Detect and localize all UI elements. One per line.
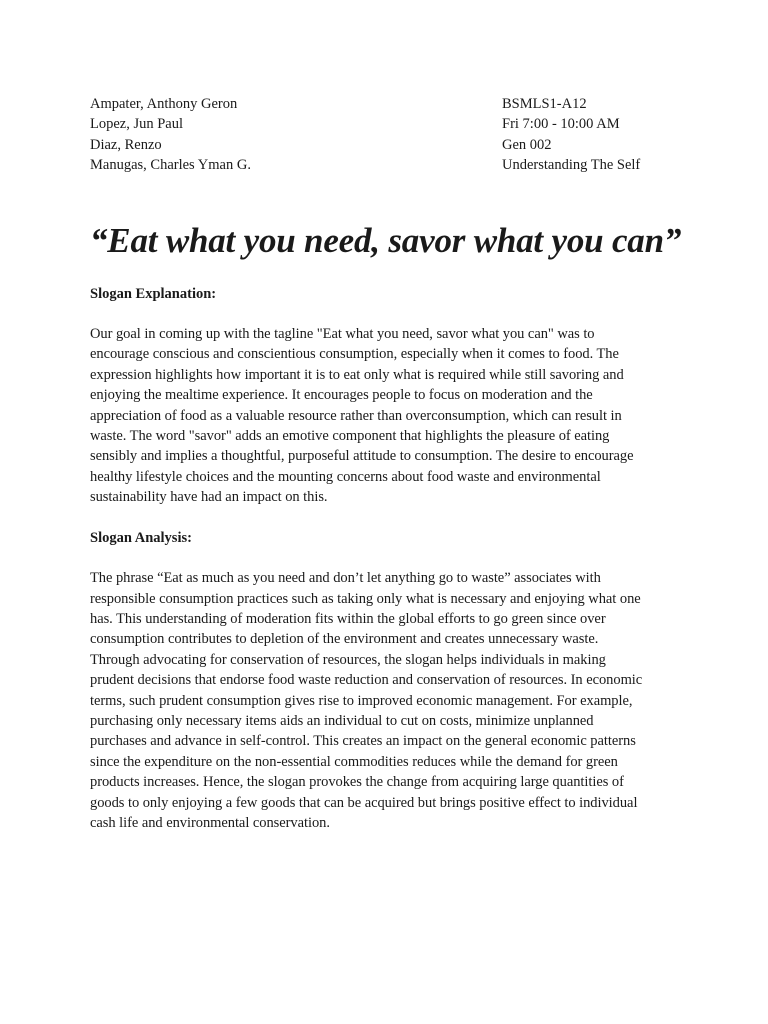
paragraph-line: expression highlights how important it is to eat only what is required while still savoring and — [90, 366, 624, 383]
explanation-paragraph — [90, 324, 680, 508]
paragraph-line: healthy lifestyle choices and the mounting concerns about food waste and environmental — [90, 468, 601, 485]
slogan-title: “Eat what you need, savor what you can” — [90, 220, 682, 260]
paragraph-line: enjoying the mealtime experience. It encourages people to focus on moderation and the — [90, 387, 593, 404]
paragraph-line: appreciation of food as a valuable resource rather than overconsumption, which can result in — [90, 407, 622, 424]
paragraph-line: Through advocating for conservation of resources, the slogan helps individuals in making — [90, 651, 606, 668]
document-page — [90, 94, 680, 833]
paragraph-line: since the expenditure on the non-essential commodities reduces while the demand for green — [90, 753, 618, 770]
author-name: Lopez, Jun Paul — [90, 116, 184, 133]
paragraph-line: The phrase “Eat as much as you need and don’t let anything go to waste” associates with — [90, 570, 601, 587]
paragraph-line: goods to only enjoying a few goods that can be acquired but brings positive effect to individual — [90, 794, 638, 811]
paragraph-line: terms, such prudent consumption gives rise to improved economic management. For example, — [90, 692, 633, 709]
paragraph-line: purchases and advance in self-control. This creates an impact on the general economic patterns — [90, 733, 636, 750]
course-schedule: Fri 7:00 - 10:00 AM — [502, 116, 620, 133]
author-name: Ampater, Anthony Geron — [90, 96, 238, 112]
course-info — [502, 94, 680, 176]
paragraph-line: sensibly and implies a thoughtful, purposeful attitude to consumption. The desire to encourage — [90, 448, 634, 465]
paragraph-line: products increases. Hence, the slogan provokes the change from acquiring large quantities of — [90, 774, 624, 791]
paragraph-line: purchasing only necessary items aids an individual to cut on costs, minimize unplanned — [90, 712, 594, 729]
paragraph-line: encourage conscious and conscientious consumption, especially when it comes to food. The — [90, 346, 619, 363]
paragraph-line: Our goal in coming up with the tagline "Eat what you need, savor what you can" was to — [90, 326, 595, 343]
course-name: Understanding The Self — [502, 157, 641, 174]
author-name: Diaz, Renzo — [90, 136, 162, 153]
section-heading-explanation: Slogan Explanation: — [90, 285, 217, 302]
author-list — [90, 94, 490, 176]
section-heading-analysis: Slogan Analysis: — [90, 529, 192, 546]
paragraph-line: cash life and environmental conservation. — [90, 814, 330, 831]
paragraph-line: consumption contributes to depletion of the environment and creates unnecessary waste. — [90, 631, 599, 648]
analysis-paragraph — [90, 568, 680, 833]
course-code: Gen 002 — [502, 136, 552, 153]
paragraph-line: has. This understanding of moderation fits within the global efforts to go green since over — [90, 610, 606, 627]
paragraph-line: sustainability have had an impact on this. — [90, 489, 328, 506]
document-header — [90, 94, 680, 176]
author-name: Manugas, Charles Yman G. — [90, 157, 251, 174]
paragraph-line: waste. The word "savor" adds an emotive component that highlights the pleasure of eating — [90, 428, 610, 445]
paragraph-line: prudent decisions that endorse food waste reduction and conservation of resources. In economic — [90, 672, 643, 689]
course-section: BSMLS1-A12 — [502, 96, 587, 112]
paragraph-line: responsible consumption practices such as taking only what is necessary and enjoying what one — [90, 590, 641, 607]
